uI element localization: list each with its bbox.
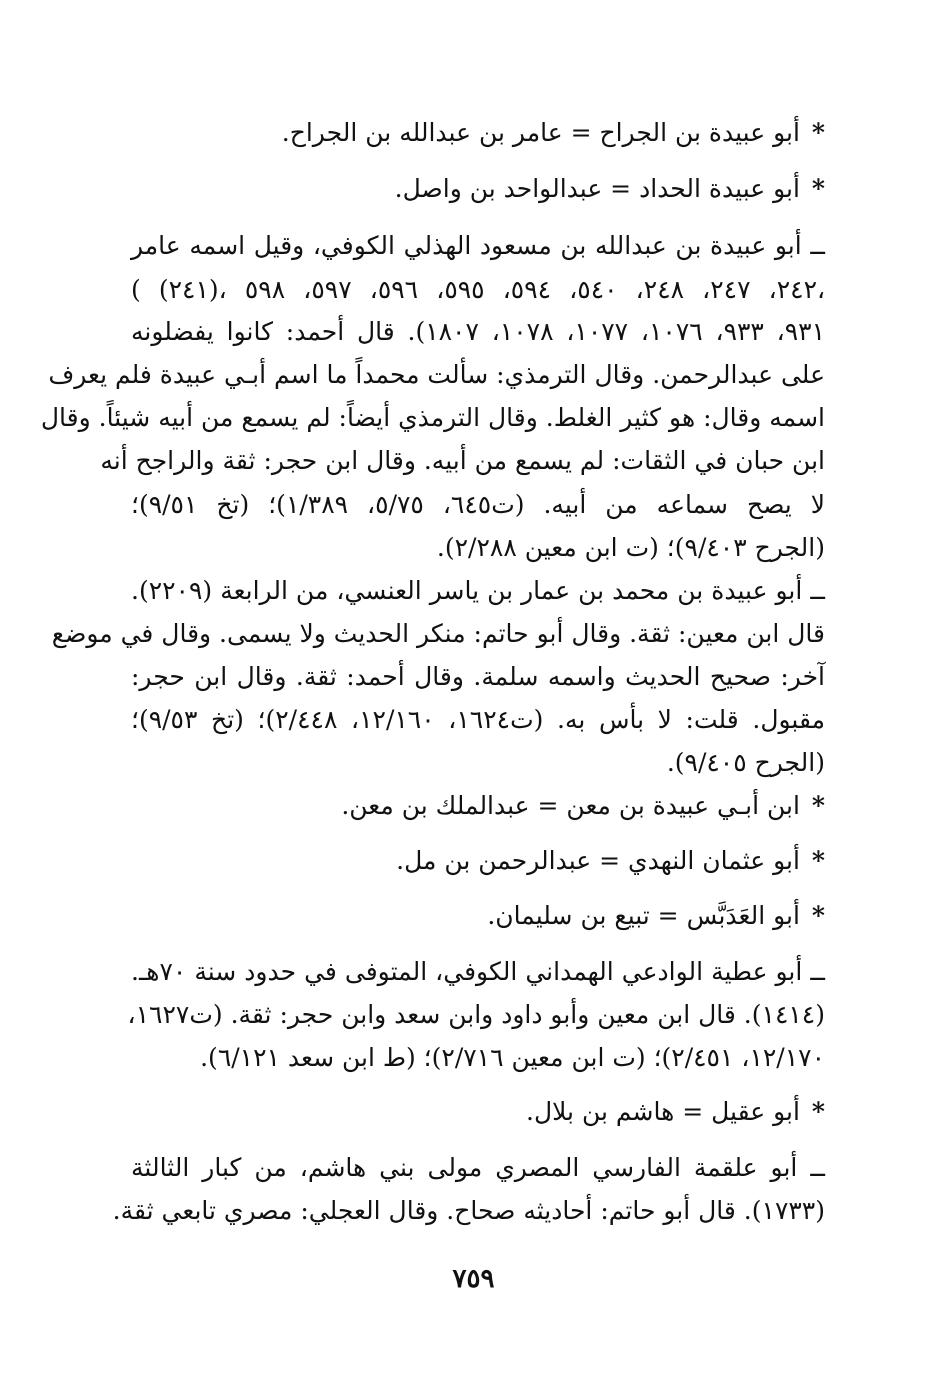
asterisk-icon: * <box>811 118 825 147</box>
entry-text-line: ــ أبو عبيدة بن محمد بن عمار بن ياسر العنسي، من الرابعة (٢٢٠٩). <box>131 576 825 605</box>
cross-ref-line: *أبو عقيل = هاشم بن بلال. <box>526 1097 825 1126</box>
entry-text-line: (١٧٣٣). قال أبو حاتم: أحاديثه صحاح. وقال العجلي: مصري تابعي ثقة. <box>112 1196 825 1225</box>
cross-ref-line: *أبو عبيدة بن الجراح = عامر بن عبدالله بن الجراح. <box>281 118 825 147</box>
entry-text-line: ــ أبو عطية الوادعي الهمداني الكوفي، المتوفى في حدود سنة ٧٠هـ. <box>131 957 825 986</box>
entry-text-line: اسمه وقال: هو كثير الغلط. وقال الترمذي أيضاً: لم يسمع من أبيه شيئاً. وقال <box>40 403 825 432</box>
cross-ref-line: *أبو عثمان النهدي = عبدالرحمن بن مل. <box>396 846 825 875</box>
entry-text-line: ٩٣١، ٩٣٣، ١٠٧٦، ١٠٧٧، ١٠٧٨، ١٨٠٧). قال أحمد: كانوا يفضلونه <box>131 317 826 346</box>
asterisk-icon: * <box>811 791 825 820</box>
cross-ref-line: *ابن أبـي عبيدة بن معن = عبدالملك بن معن. <box>341 791 825 820</box>
page-number: ٧٥٩ <box>452 1264 495 1294</box>
asterisk-icon: * <box>811 846 825 875</box>
entry-text-line: على عبدالرحمن. وقال الترمذي: سألت محمداً ما اسم أبـي عبيدة فلم يعرف <box>48 360 825 389</box>
asterisk-icon: * <box>811 1097 825 1126</box>
asterisk-icon: * <box>811 901 825 930</box>
entry-text-line: قال ابن معين: ثقة. وقال أبو حاتم: منكر الحديث ولا يسمى. وقال في موضع <box>51 619 825 648</box>
entry-text-line: ــ أبو عبيدة بن عبدالله بن مسعود الهذلي الكوفي، وقيل اسمه عامر <box>131 231 825 260</box>
entry-text-line: ــ أبو علقمة الفارسي المصري مولى بني هاشم، من كبار الثالثة <box>131 1153 825 1182</box>
entry-text-line: ١٢/١٧٠، ٢/٤٥١)؛ (ت ابن معين ٢/٧١٦)؛ (ط ابن سعد ٦/١٢١). <box>200 1043 825 1072</box>
entry-text-line: (١٤١٤). قال ابن معين وأبو داود وابن سعد وابن حجر: ثقة. (ت١٦٢٧، <box>127 1000 825 1029</box>
entry-text-line: لا يصح سماعه من أبيه. (ت٦٤٥، ٥/٧٥، ١/٣٨٩)؛ (تخ ٩/٥١)؛ <box>131 490 826 519</box>
entry-text-line: ابن حبان في الثقات: لم يسمع من أبيه. وقال ابن حجر: ثقة والراجح أنه <box>100 446 825 475</box>
cross-ref-line: *أبو العَدَبَّس = تبيع بن سليمان. <box>487 901 825 930</box>
entry-text-line: (الجرح ٩/٤٠٥). <box>666 748 825 777</box>
entry-text-line: (الجرح ٩/٤٠٣)؛ (ت ابن معين ٢/٢٨٨). <box>436 533 825 562</box>
cross-ref-line: *أبو عبيدة الحداد = عبدالواحد بن واصل. <box>394 174 825 203</box>
entry-text-line: آخر: صحيح الحديث واسمه سلمة. وقال أحمد: ثقة. وقال ابن حجر: <box>131 662 825 691</box>
asterisk-icon: * <box>811 174 825 203</box>
entry-text-line: ( (٢٤١)، ٢٤٢، ٢٤٧، ٢٤٨، ٥٤٠، ٥٩٤، ٥٩٥، ٥٩٦، ٥٩٧، ٥٩٨، <box>131 275 826 304</box>
entry-text-line: مقبول. قلت: لا بأس به. (ت١٦٢٤، ١٢/١٦٠، ٢/٤٤٨)؛ (تخ ٩/٥٣)؛ <box>131 705 825 734</box>
